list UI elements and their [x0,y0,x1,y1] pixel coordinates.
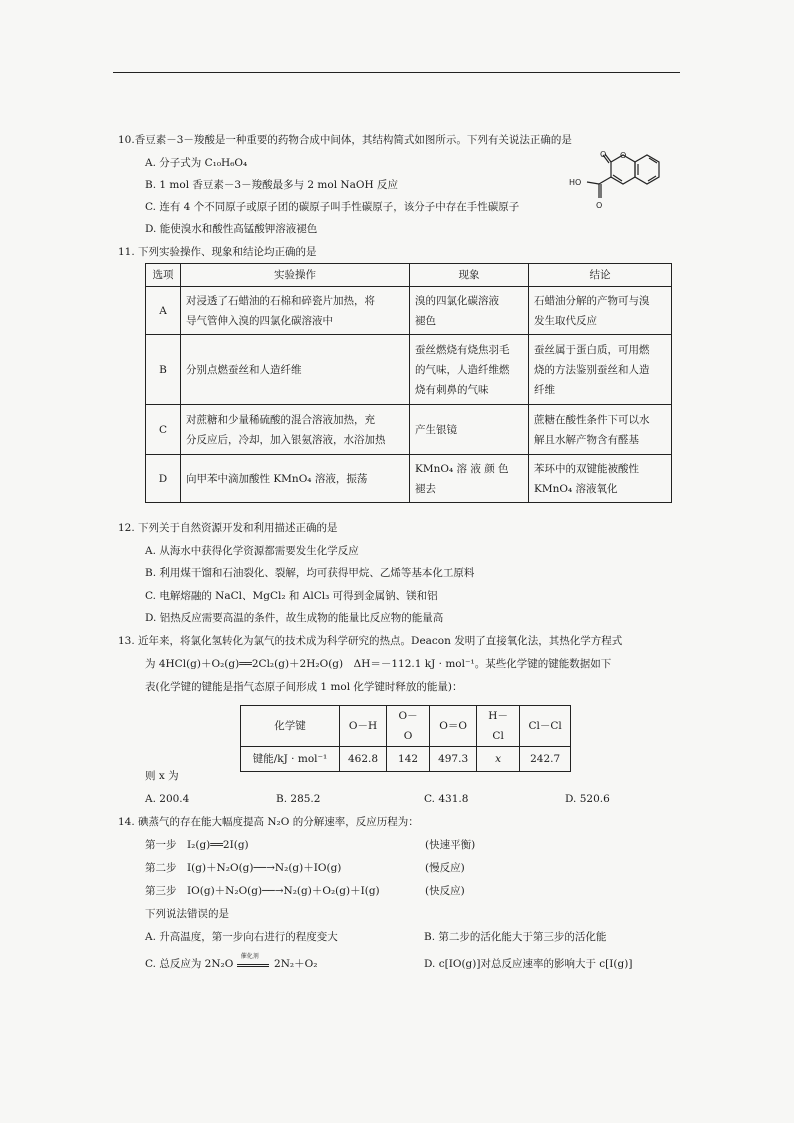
row-operation [181,287,410,335]
cell-line: 蔗糖在酸性条件下可以水 [534,413,650,426]
q14-step-1: 第一步 I₂(g)══2I(g) [145,839,249,851]
cell-line: 向甲苯中滴加酸性 KMnO₄ 溶液，振荡 [186,472,368,485]
bond-value-cell: 462.8 [340,747,387,772]
row-option: C [146,405,181,455]
cell-line: 分反应后，冷却，加入银氨溶液，水浴加热 [186,433,386,446]
bond-header-cell: Cl－Cl [520,706,571,747]
q10-option-c: C. 连有 4 个不同原子或原子团的碳原子叫手性碳原子，该分子中存在手性碳原子 [145,201,520,213]
q14-option-d: D. c[IO(g)]对总反应速率的影响大于 c[I(g)] [424,958,633,970]
row-conclusion [529,405,672,455]
q13-line-3: 表(化学键的键能是指气态原子间形成 1 mol 化学键时释放的能量)： [145,681,463,693]
row-operation [181,455,410,503]
bond-header-cell: 化学键 [241,706,340,747]
header-conclusion: 结论 [529,264,672,287]
bond-header-cell: O－O [387,706,430,747]
row-phenomenon [410,455,529,503]
row-conclusion [529,455,672,503]
q13-option-c: C. 431.8 [424,793,469,805]
row-operation [181,335,410,405]
cell-line: 褪色 [415,314,436,327]
row-phenomenon [410,287,529,335]
q11-stem: 11. 下列实验操作、现象和结论均正确的是 [118,246,317,258]
q10-option-d: D. 能使溴水和酸性高锰酸钾溶液褪色 [145,223,318,235]
q14-c-product: 2N₂＋O₂ [274,958,318,970]
q13-ask: 则 x 为 [145,770,179,782]
q13-line-1: 13. 近年来，将氯化氢转化为氯气的技术成为科学研究的热点。Deacon 发明了直接氧化法，其热化学方程式 [118,635,623,647]
cell-line: KMnO₄ 溶液氧化 [534,482,618,495]
q14-option-a: A. 升高温度，第一步向右进行的程度变大 [145,931,338,943]
table-row [146,455,672,503]
q14-stem: 14. 碘蒸气的存在能大幅度提高 N₂O 的分解速率，反应历程为： [118,816,419,828]
bond-energy-table [240,705,571,772]
cell-line: 烧有刺鼻的气味 [415,383,489,396]
catalyst-arrow [237,953,271,969]
cell-line: 对蔗糖和少量稀硫酸的混合溶液加热，充 [186,413,375,426]
table-row [146,335,672,405]
table-header-row [146,264,672,287]
bond-value-cell: x [477,747,520,772]
cell-line: 纤维 [534,383,555,396]
bond-value-cell: 142 [387,747,430,772]
q13-line-2: 为 4HCl(g)＋O₂(g)══2Cl₂(g)＋2H₂O(g) ΔH＝－112.1 kJ · mol⁻¹。某些化学键的键能数据如下 [145,658,612,670]
cell-line: 发生取代反应 [534,314,597,327]
q12-option-c: C. 电解熔融的 NaCl、MgCl₂ 和 AlCl₃ 可得到金属钠、镁和铝 [145,590,438,602]
q14-ask: 下列说法错误的是 [145,908,229,920]
cell-line: 产生银镜 [415,423,457,436]
table-row [241,747,571,772]
cell-line: 石蜡油分解的产物可与溴 [534,294,650,307]
cell-line: 蚕丝属于蛋白质，可用燃 [534,343,650,356]
cell-line: 褪去 [415,482,436,495]
q13-option-a: A. 200.4 [145,793,190,805]
cell-line: 苯环中的双键能被酸性 [534,462,639,475]
q12-option-d: D. 铝热反应需要高温的条件，故生成物的能量比反应物的能量高 [145,612,444,624]
header-option: 选项 [146,264,181,287]
bond-value-cell: 242.7 [520,747,571,772]
cell-line: 烧的方法鉴别蚕丝和人造 [534,363,650,376]
bond-value-cell: 497.3 [430,747,477,772]
cell-line: 的气味，人造纤维燃 [415,363,510,376]
row-option: A [146,287,181,335]
q14-step-3-note: (快反应) [425,885,465,897]
bond-header-cell: O－H [340,706,387,747]
q12-option-a: A. 从海水中获得化学资源都需要发生化学反应 [145,545,359,557]
bond-value-cell: 键能/kJ · mol⁻¹ [241,747,340,772]
cell-line: 导气管伸入溴的四氯化碳溶液中 [186,314,333,327]
q13-option-d: D. 520.6 [565,793,610,805]
catalyst-label: 催化剂 [240,953,259,960]
table-row [146,287,672,335]
q11-experiment-table [145,263,672,503]
q14-c-reactant: C. 总反应为 2N₂O [145,958,234,970]
q14-step-2-note: (慢反应) [425,862,465,874]
row-option: B [146,335,181,405]
q14-option-c [145,953,318,971]
row-phenomenon [410,405,529,455]
q10-option-a: A. 分子式为 C₁₀H₆O₄ [145,157,248,169]
mol-acid-o: O [596,201,603,210]
q10-option-b: B. 1 mol 香豆素－3－羧酸最多与 2 mol NaOH 反应 [145,179,398,191]
header-operation: 实验操作 [181,264,410,287]
q14-step-3: 第三步 IO(g)＋N₂O(g)──→N₂(g)＋O₂(g)＋I(g) [145,885,380,897]
mol-ho: HO [569,178,582,187]
table-row [146,405,672,455]
row-option: D [146,455,181,503]
cell-line: 蚕丝燃烧有烧焦羽毛 [415,343,510,356]
mol-ring-o: O [620,151,627,160]
mol-carbonyl-o: O [600,150,607,159]
cell-line: 溴的四氯化碳溶液 [415,294,499,307]
bond-header-cell: H－Cl [477,706,520,747]
cell-line: KMnO₄ 溶 液 颜 色 [415,462,509,475]
row-phenomenon [410,335,529,405]
row-conclusion [529,335,672,405]
q14-option-b: B. 第二步的活化能大于第三步的活化能 [424,931,607,943]
cell-line: 解且水解产物含有醛基 [534,433,639,446]
row-operation [181,405,410,455]
row-conclusion [529,287,672,335]
q12-stem: 12. 下列关于自然资源开发和利用描述正确的是 [118,522,338,534]
cell-line: 分别点燃蚕丝和人造纤维 [186,363,302,376]
header-rule [113,72,680,73]
q13-option-b: B. 285.2 [276,793,321,805]
q10-stem: 10.香豆素－3－羧酸是一种重要的药物合成中间体，其结构简式如图所示。下列有关说法正确的是 [118,134,572,146]
bond-header-cell: O＝O [430,706,477,747]
table-header-row [241,706,571,747]
q14-step-1-note: (快速平衡) [425,839,476,851]
header-phenomenon: 现象 [410,264,529,287]
cell-line: 对浸透了石蜡油的石棉和碎瓷片加热，将 [186,294,375,307]
q12-option-b: B. 利用煤干馏和石油裂化、裂解，均可获得甲烷、乙烯等基本化工原料 [145,567,475,579]
q14-step-2: 第二步 I(g)＋N₂O(g)──→N₂(g)＋IO(g) [145,862,342,874]
coumarin-structure [563,150,678,212]
